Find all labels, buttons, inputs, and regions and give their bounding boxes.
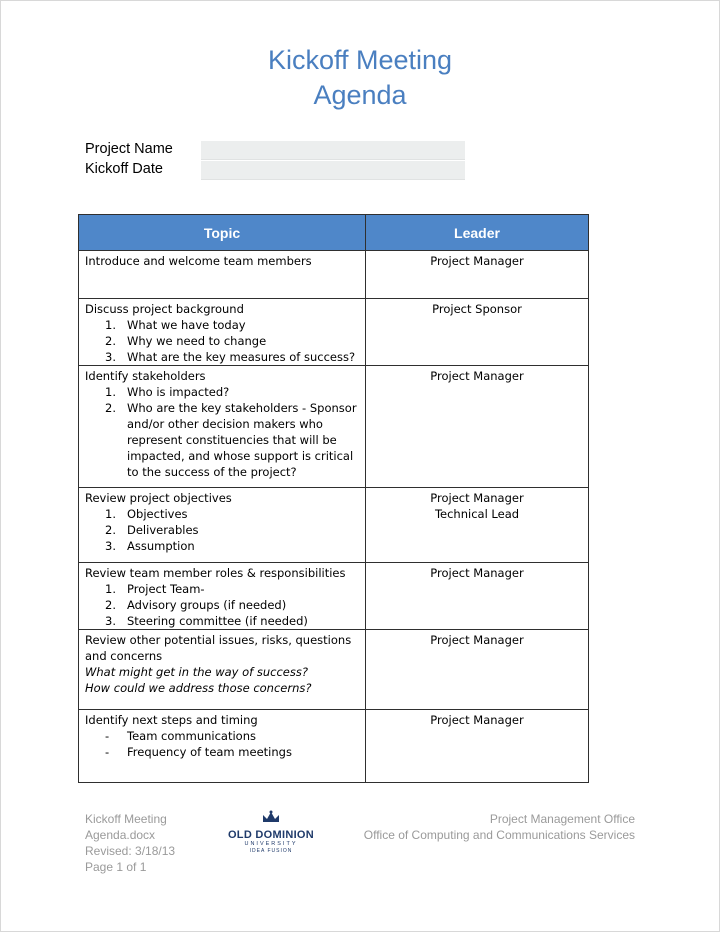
topic-title: Discuss project background <box>85 302 244 316</box>
document-subtitle: Agenda <box>313 80 407 110</box>
leader-name: Technical Lead <box>434 507 520 521</box>
footer-doc-title: Kickoff Meeting <box>85 812 167 826</box>
footer-page-number: Page 1 of 1 <box>85 860 147 874</box>
list-item-text: What we have today <box>127 318 246 332</box>
footer-revised-date: Revised: 3/18/13 <box>85 844 176 858</box>
list-marker: 2. <box>105 523 116 537</box>
logo-name: OLD DOMINION <box>227 829 315 841</box>
table-row <box>79 630 589 710</box>
topic-title: Review project objectives <box>85 491 232 505</box>
leader-cell <box>366 630 589 710</box>
italic-note: What might get in the way of success? <box>85 665 308 679</box>
list-item <box>85 506 359 522</box>
leader-name: Project Manager <box>430 566 524 580</box>
leader-name: Project Manager <box>430 633 524 647</box>
project-name-field[interactable] <box>201 141 465 160</box>
list-marker: 1. <box>105 582 116 596</box>
project-name-label: Project Name <box>85 141 173 157</box>
topic-cell <box>79 299 366 366</box>
list-item <box>85 613 359 629</box>
list-item <box>85 581 359 597</box>
table-row <box>79 299 589 366</box>
footer-document-info <box>85 811 175 875</box>
list-item <box>85 728 359 744</box>
table-row <box>79 251 589 299</box>
kickoff-date-field[interactable] <box>201 161 465 180</box>
agenda-table <box>78 214 589 783</box>
footer-filename: Agenda.docx <box>85 828 156 842</box>
list-item <box>85 333 359 349</box>
leader-cell <box>366 251 589 299</box>
list-marker: 1. <box>105 507 116 521</box>
leader-cell <box>366 563 589 630</box>
topic-title: Identify next steps and timing <box>85 713 258 727</box>
footer-department: Office of Computing and Communications Services <box>363 828 635 842</box>
list-item-text: Team communications <box>127 729 256 743</box>
table-row <box>79 710 589 783</box>
list-item <box>85 538 359 554</box>
list-marker: 2. <box>105 401 116 415</box>
list-marker: 3. <box>105 350 116 364</box>
list-marker: - <box>105 745 110 759</box>
list-item <box>85 400 359 480</box>
list-item <box>85 384 359 400</box>
leader-cell <box>366 488 589 563</box>
leader-cell <box>366 299 589 366</box>
crown-icon <box>261 810 281 824</box>
footer-office: Project Management Office <box>489 812 635 826</box>
list-item <box>85 317 359 333</box>
list-item-text: Who is impacted? <box>127 385 230 399</box>
topic-cell <box>79 710 366 783</box>
leader-name: Project Sponsor <box>432 302 522 316</box>
list-item <box>85 597 359 613</box>
list-item-text: Advisory groups (if needed) <box>127 598 287 612</box>
list-marker: 2. <box>105 598 116 612</box>
list-item <box>85 349 359 365</box>
list-item-text: Assumption <box>127 539 195 553</box>
list-marker: 3. <box>105 539 116 553</box>
kickoff-date-label: Kickoff Date <box>85 161 163 177</box>
leader-cell <box>366 710 589 783</box>
topic-header: Topic <box>79 215 366 251</box>
leader-name: Project Manager <box>430 254 524 268</box>
leader-cell <box>366 366 589 488</box>
topic-cell <box>79 251 366 299</box>
leader-name: Project Manager <box>430 369 524 383</box>
topic-cell <box>79 488 366 563</box>
list-item-text: What are the key measures of success? <box>127 350 356 364</box>
list-marker: 1. <box>105 385 116 399</box>
leader-name: Project Manager <box>430 491 524 505</box>
table-header-row <box>79 215 589 251</box>
list-item-text: Who are the key stakeholders - Sponsor and/or other decision makers who represent constituencies that will be impacted, and whose support is critical to the success of the project? <box>127 401 357 479</box>
table-row <box>79 366 589 488</box>
logo-subtitle: UNIVERSITY <box>244 841 298 847</box>
list-item-text: Deliverables <box>127 523 199 537</box>
list-item <box>85 522 359 538</box>
list-item-text: Objectives <box>127 507 188 521</box>
topic-cell <box>79 366 366 488</box>
list-marker: 2. <box>105 334 116 348</box>
topic-title: Introduce and welcome team members <box>85 254 312 268</box>
list-item-text: Frequency of team meetings <box>127 745 292 759</box>
topic-title: Identify stakeholders <box>85 369 206 383</box>
university-logo <box>226 810 316 858</box>
list-item-text: Steering committee (if needed) <box>127 614 308 628</box>
topic-title: Review team member roles & responsibilities <box>85 566 346 580</box>
table-row <box>79 563 589 630</box>
topic-cell <box>79 563 366 630</box>
topic-cell <box>79 630 366 710</box>
document-title: Kickoff Meeting <box>267 45 453 75</box>
leader-header: Leader <box>366 215 589 251</box>
topic-title: Review other potential issues, risks, questions and concerns <box>85 633 352 663</box>
leader-name: Project Manager <box>430 713 524 727</box>
list-marker: - <box>105 729 110 743</box>
logo-tagline: IDEA FUSION <box>249 848 293 854</box>
list-marker: 3. <box>105 614 116 628</box>
list-marker: 1. <box>105 318 116 332</box>
footer-office-info <box>364 811 635 843</box>
italic-note: How could we address those concerns? <box>85 681 312 695</box>
list-item <box>85 744 359 760</box>
list-item-text: Why we need to change <box>127 334 267 348</box>
table-row <box>79 488 589 563</box>
list-item-text: Project Team- <box>127 582 205 596</box>
